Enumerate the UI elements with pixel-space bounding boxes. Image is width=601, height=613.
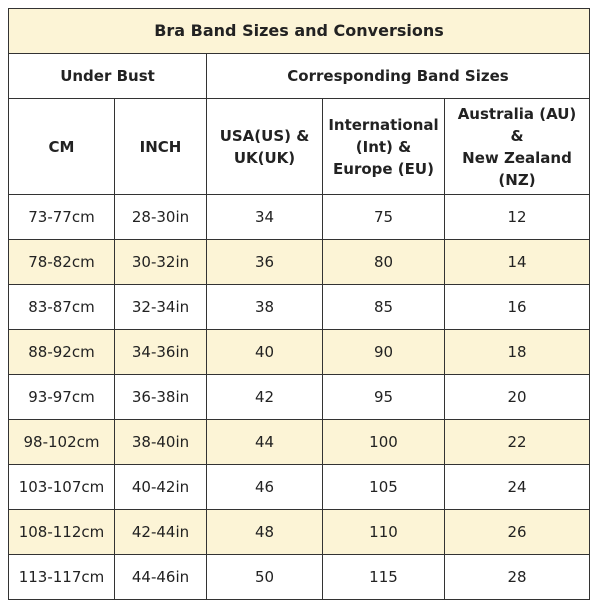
column-header-cm (9, 99, 115, 195)
table-row (9, 510, 590, 555)
cell-inch: 28-30in (115, 195, 207, 240)
group-header-band-sizes: Corresponding Band Sizes (207, 54, 590, 99)
cell-inch: 34-36in (115, 330, 207, 375)
cell-us-uk: 38 (207, 285, 323, 330)
cell-us-uk: 40 (207, 330, 323, 375)
cell-au-nz: 14 (445, 240, 590, 285)
table-row (9, 465, 590, 510)
cell-au-nz: 20 (445, 375, 590, 420)
table-title: Bra Band Sizes and Conversions (9, 9, 590, 54)
table-row (9, 420, 590, 465)
table-row (9, 240, 590, 285)
cell-int-eu: 110 (323, 510, 445, 555)
cell-inch: 42-44in (115, 510, 207, 555)
table-row (9, 330, 590, 375)
column-header-label: Australia (AU) & New Zealand (NZ) (457, 104, 577, 189)
cell-inch: 40-42in (115, 465, 207, 510)
table-row (9, 375, 590, 420)
cell-cm: 108-112cm (9, 510, 115, 555)
cell-au-nz: 12 (445, 195, 590, 240)
cell-int-eu: 115 (323, 555, 445, 600)
cell-int-eu: 80 (323, 240, 445, 285)
table-row (9, 285, 590, 330)
cell-us-uk: 50 (207, 555, 323, 600)
cell-us-uk: 44 (207, 420, 323, 465)
cell-au-nz: 26 (445, 510, 590, 555)
column-header-label: INCH (139, 137, 182, 156)
column-header-au-nz (445, 99, 590, 195)
cell-cm: 73-77cm (9, 195, 115, 240)
table-row (9, 555, 590, 600)
group-header-under-bust: Under Bust (9, 54, 207, 99)
cell-int-eu: 90 (323, 330, 445, 375)
table-row (9, 195, 590, 240)
cell-int-eu: 85 (323, 285, 445, 330)
cell-int-eu: 105 (323, 465, 445, 510)
cell-inch: 36-38in (115, 375, 207, 420)
cell-cm: 103-107cm (9, 465, 115, 510)
cell-inch: 44-46in (115, 555, 207, 600)
column-header-label: CM (48, 137, 75, 156)
cell-au-nz: 16 (445, 285, 590, 330)
cell-us-uk: 46 (207, 465, 323, 510)
cell-cm: 93-97cm (9, 375, 115, 420)
cell-au-nz: 22 (445, 420, 590, 465)
cell-cm: 78-82cm (9, 240, 115, 285)
cell-int-eu: 100 (323, 420, 445, 465)
band-size-table (8, 8, 590, 600)
cell-cm: 98-102cm (9, 420, 115, 465)
cell-cm: 88-92cm (9, 330, 115, 375)
cell-us-uk: 48 (207, 510, 323, 555)
cell-au-nz: 28 (445, 555, 590, 600)
cell-inch: 38-40in (115, 420, 207, 465)
cell-us-uk: 42 (207, 375, 323, 420)
column-header-label: International (Int) & Europe (EU) (328, 115, 439, 178)
cell-cm: 113-117cm (9, 555, 115, 600)
cell-inch: 30-32in (115, 240, 207, 285)
cell-us-uk: 34 (207, 195, 323, 240)
column-header-inch (115, 99, 207, 195)
cell-int-eu: 75 (323, 195, 445, 240)
cell-au-nz: 24 (445, 465, 590, 510)
column-header-int-eu (323, 99, 445, 195)
column-header-us-uk (207, 99, 323, 195)
cell-cm: 83-87cm (9, 285, 115, 330)
cell-au-nz: 18 (445, 330, 590, 375)
cell-int-eu: 95 (323, 375, 445, 420)
cell-inch: 32-34in (115, 285, 207, 330)
column-header-label: USA(US) & UK(UK) (219, 126, 310, 167)
cell-us-uk: 36 (207, 240, 323, 285)
table-body (9, 195, 590, 600)
